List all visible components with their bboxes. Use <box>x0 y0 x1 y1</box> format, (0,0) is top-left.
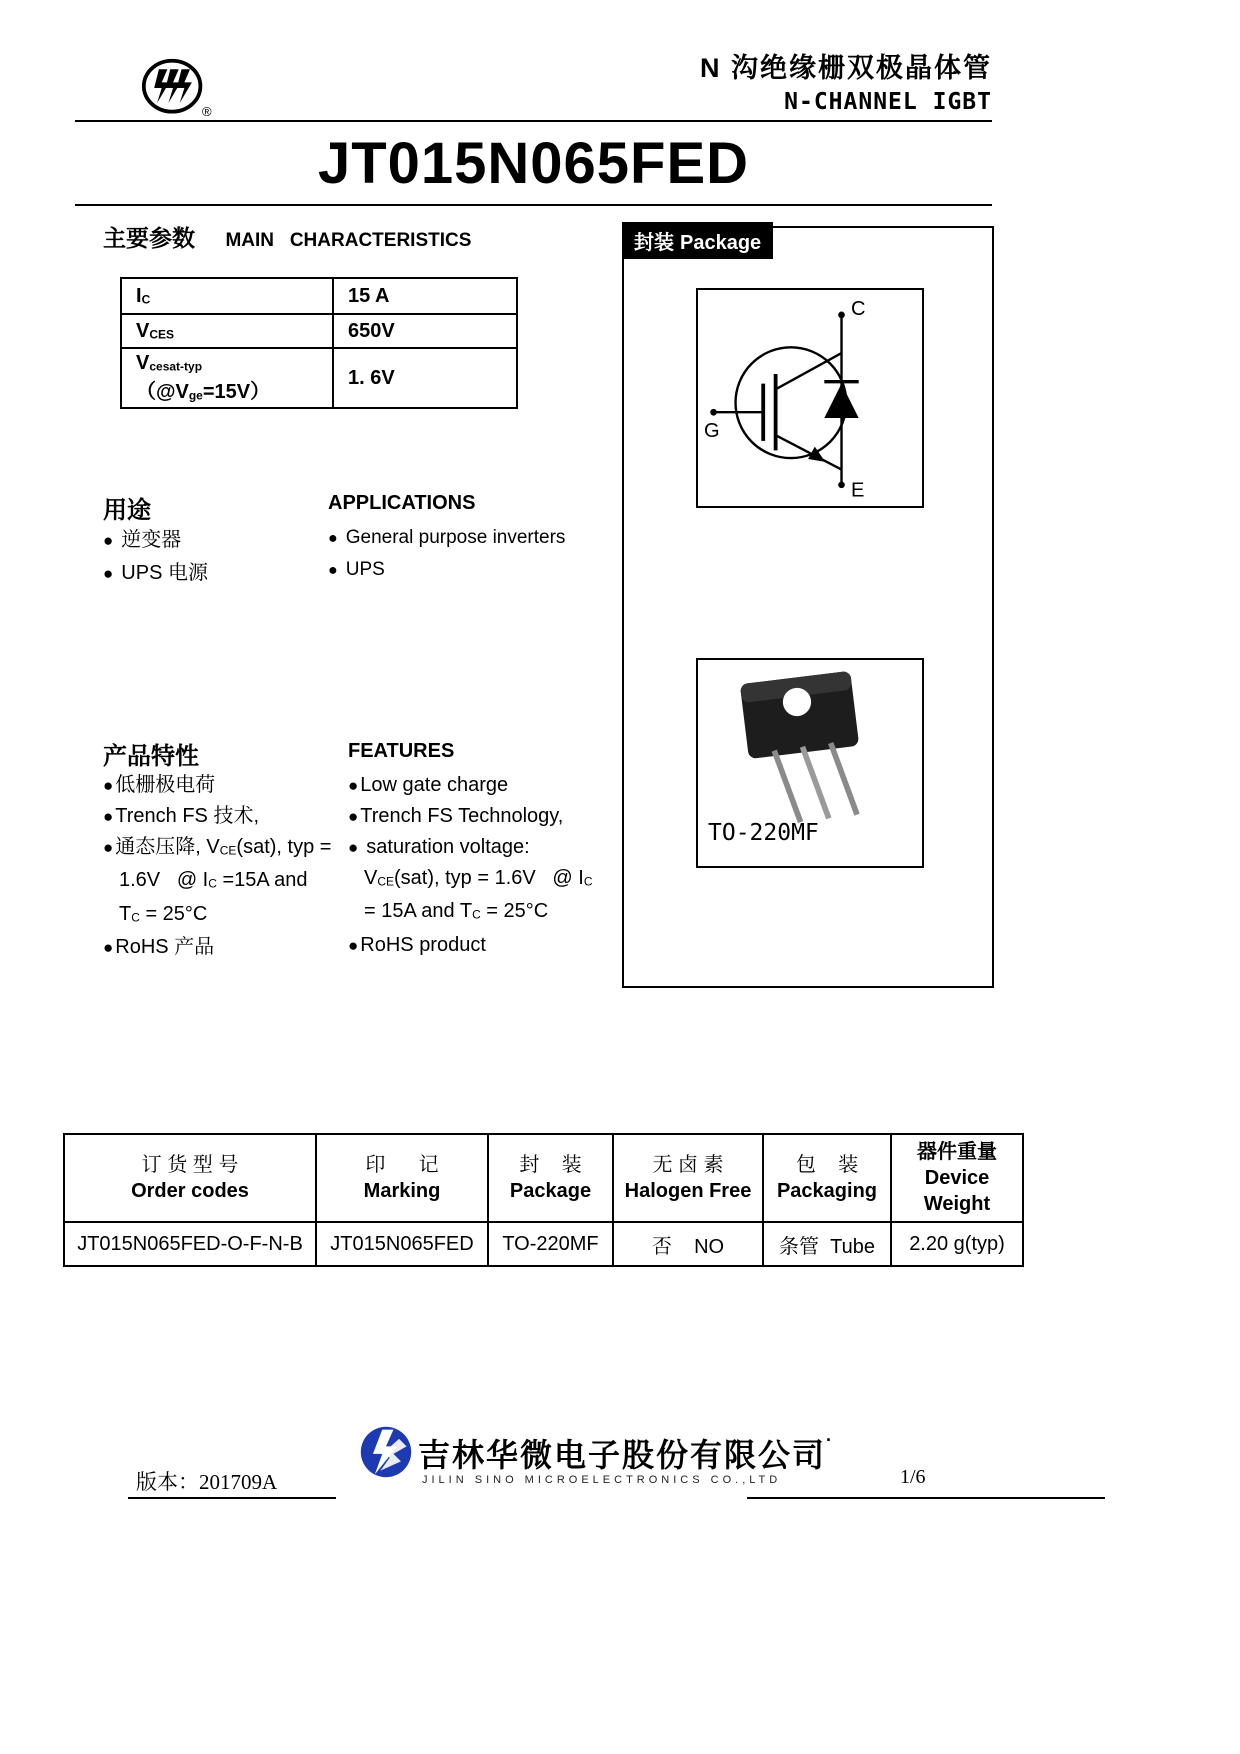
feature-text: = 25°C <box>480 900 549 923</box>
applications-heading-zh: 用途 <box>103 497 151 524</box>
list-item-label: General purpose inverters <box>345 527 566 548</box>
feature-text: 低栅极电荷 <box>115 774 216 796</box>
main-characteristics-table <box>120 277 518 409</box>
weight-cell: 2.20 g(typ) <box>891 1222 1023 1266</box>
company-name-zh-text: 吉林华微电子股份有限公司 <box>418 1437 827 1473</box>
page-number: 1/6 <box>900 1466 926 1488</box>
applications-heading-en: APPLICATIONS <box>328 492 476 514</box>
symbol-main: V <box>136 319 150 342</box>
order-table-header-marking <box>316 1134 488 1222</box>
list-item <box>328 554 565 586</box>
company-logo-icon <box>358 1424 414 1480</box>
footer-rule-left <box>128 1497 336 1499</box>
symbol-sub: C <box>141 291 151 306</box>
header-en: Halogen Free <box>624 1180 752 1202</box>
table-row <box>121 278 517 314</box>
order-code-cell: JT015N065FED-O-F-N-B <box>64 1222 316 1266</box>
feature-text: V <box>364 867 378 889</box>
header-en: Package <box>509 1180 592 1202</box>
marking-cell: JT015N065FED <box>316 1222 488 1266</box>
footer-company-logo <box>358 1424 414 1485</box>
header-zh: 订 货 型 号 <box>141 1154 239 1176</box>
feature-text: (sat), typ = <box>236 836 332 858</box>
param-symbol-ic <box>121 278 333 314</box>
main-characteristics-heading-en: MAIN CHARACTERISTICS <box>225 230 472 251</box>
symbol-main: I <box>136 284 142 307</box>
bullet-icon <box>328 559 338 580</box>
features-list-zh <box>103 770 353 963</box>
param-value-vcesat: 1. 6V <box>333 348 517 408</box>
schematic-box <box>696 288 924 508</box>
bullet-icon <box>103 562 113 584</box>
package-drawing-box <box>696 658 924 868</box>
list-item <box>348 863 618 896</box>
header-title-zh: N 沟绝缘栅双极晶体管 <box>700 53 992 83</box>
pin-label-c: C <box>851 297 866 320</box>
bullet-icon <box>103 836 113 858</box>
header-title-en: N-CHANNEL IGBT <box>784 89 992 115</box>
table-row <box>121 314 517 348</box>
footer-version: 版本：201709A <box>136 1470 278 1494</box>
list-item <box>328 522 565 554</box>
main-characteristics-heading-zh: 主要参数 <box>103 225 195 251</box>
order-table-header-device-weight <box>891 1134 1023 1222</box>
feature-text: T <box>119 902 132 925</box>
feature-sub: C <box>472 907 481 922</box>
pin-label-e: E <box>851 479 865 502</box>
pin-label-g: G <box>704 420 720 443</box>
param-symbol-vcesat <box>121 348 333 408</box>
header-en2: Weight <box>923 1193 991 1215</box>
feature-sub: CE <box>377 874 395 889</box>
features-heading-en: FEATURES <box>348 740 455 762</box>
company-name-en: JILIN SINO MICROELECTRONICS CO.,LTD <box>422 1474 782 1486</box>
header-zh: 印 记 <box>365 1154 439 1176</box>
applications-list-zh <box>103 524 208 590</box>
package-name: TO-220MF <box>708 820 819 846</box>
title-rule <box>75 204 992 206</box>
brand-logo <box>136 56 212 127</box>
bullet-icon <box>103 774 113 796</box>
feature-text: Trench FS 技术, <box>115 805 260 827</box>
main-characteristics-heading <box>103 220 471 253</box>
feature-sub: CE <box>219 843 237 858</box>
part-number-title: JT015N065FED <box>317 131 750 196</box>
bullet-icon <box>103 936 113 958</box>
list-item <box>103 899 353 932</box>
bullet-icon <box>103 529 113 551</box>
registered-mark: ® <box>202 104 212 119</box>
condition-sub: ge <box>188 388 203 403</box>
list-item-label: 逆变器 <box>121 529 182 551</box>
feature-sub: C <box>208 876 217 891</box>
list-item-label: UPS 电源 <box>121 562 208 584</box>
company-name-dot: · <box>826 1430 835 1450</box>
features-heading-zh: 产品特性 <box>103 743 199 770</box>
bullet-icon <box>328 527 338 548</box>
package-label-zh: 封装 <box>634 232 674 254</box>
header-zh: 封 装 <box>519 1154 582 1176</box>
bullet-icon <box>348 805 358 827</box>
param-value-vces: 650V <box>333 314 517 348</box>
header-en: Packaging <box>776 1180 878 1202</box>
condition-post: =15V） <box>202 381 271 403</box>
list-item <box>348 801 618 832</box>
table-row <box>121 348 517 408</box>
header-zh: 包 装 <box>795 1154 859 1176</box>
package-cell: TO-220MF <box>488 1222 613 1266</box>
header-en: Marking <box>363 1180 441 1202</box>
feature-sub: C <box>583 874 593 889</box>
list-item <box>348 930 618 961</box>
header-titles <box>700 46 992 115</box>
order-table-header-row <box>64 1134 1023 1222</box>
packaging-cell: 条管 Tube <box>763 1222 891 1266</box>
applications-list-en <box>328 522 565 586</box>
list-item-label: UPS <box>345 559 385 580</box>
symbol-main: V <box>136 352 150 374</box>
header-en: Device <box>924 1167 990 1189</box>
list-item <box>348 832 618 863</box>
order-table-header-order-codes <box>64 1134 316 1222</box>
package-label <box>622 222 773 259</box>
feature-text: 1.6V @ I <box>119 869 209 892</box>
param-symbol-vces <box>121 314 333 348</box>
package-panel <box>622 226 994 988</box>
condition-pre: （@V <box>136 381 189 403</box>
list-item <box>103 832 353 865</box>
features-list-en <box>348 770 618 961</box>
header-en: Order codes <box>131 1180 249 1202</box>
brand-logo-icon <box>136 56 212 122</box>
igbt-schematic <box>700 290 920 502</box>
order-table-header-halogen-free <box>613 1134 763 1222</box>
package-label-en: Package <box>680 232 762 254</box>
bullet-icon <box>348 774 358 796</box>
feature-text: = 25°C <box>139 902 208 925</box>
order-table-data-row <box>64 1222 1023 1266</box>
feature-text: =15A and <box>216 869 308 892</box>
bullet-icon <box>103 805 113 827</box>
list-item <box>103 801 353 832</box>
bullet-icon <box>348 836 358 858</box>
feature-text: Trench FS Technology, <box>360 805 564 827</box>
list-item <box>103 932 353 963</box>
feature-text: Low gate charge <box>360 774 509 796</box>
order-table-header-package <box>488 1134 613 1222</box>
feature-text: RoHS product <box>360 933 486 956</box>
feature-text: = 15A and T <box>364 900 473 923</box>
company-name-zh <box>418 1430 834 1476</box>
symbol-sub: cesat-typ <box>149 359 203 374</box>
bullet-icon <box>348 934 358 956</box>
feature-text: 通态压降, V <box>115 836 220 858</box>
header-rule <box>75 120 992 122</box>
order-table <box>63 1133 1024 1267</box>
list-item <box>348 770 618 801</box>
header-zh: 无 卤 素 <box>652 1154 724 1176</box>
list-item <box>103 557 208 590</box>
feature-sub: C <box>131 910 140 925</box>
list-item <box>103 865 353 898</box>
list-item <box>103 524 208 557</box>
feature-text: RoHS 产品 <box>115 936 215 959</box>
list-item <box>103 770 353 801</box>
param-value-ic: 15 A <box>333 278 517 314</box>
list-item <box>348 896 618 929</box>
footer-rule-right <box>747 1497 1105 1499</box>
halogen-free-cell: 否 NO <box>613 1222 763 1266</box>
feature-text: saturation voltage: <box>366 836 530 858</box>
header-zh: 器件重量 <box>917 1141 997 1163</box>
package-drawing <box>700 664 920 824</box>
feature-text: (sat), typ = 1.6V @ I <box>394 867 584 889</box>
symbol-sub: CES <box>149 326 175 341</box>
order-table-header-packaging <box>763 1134 891 1222</box>
